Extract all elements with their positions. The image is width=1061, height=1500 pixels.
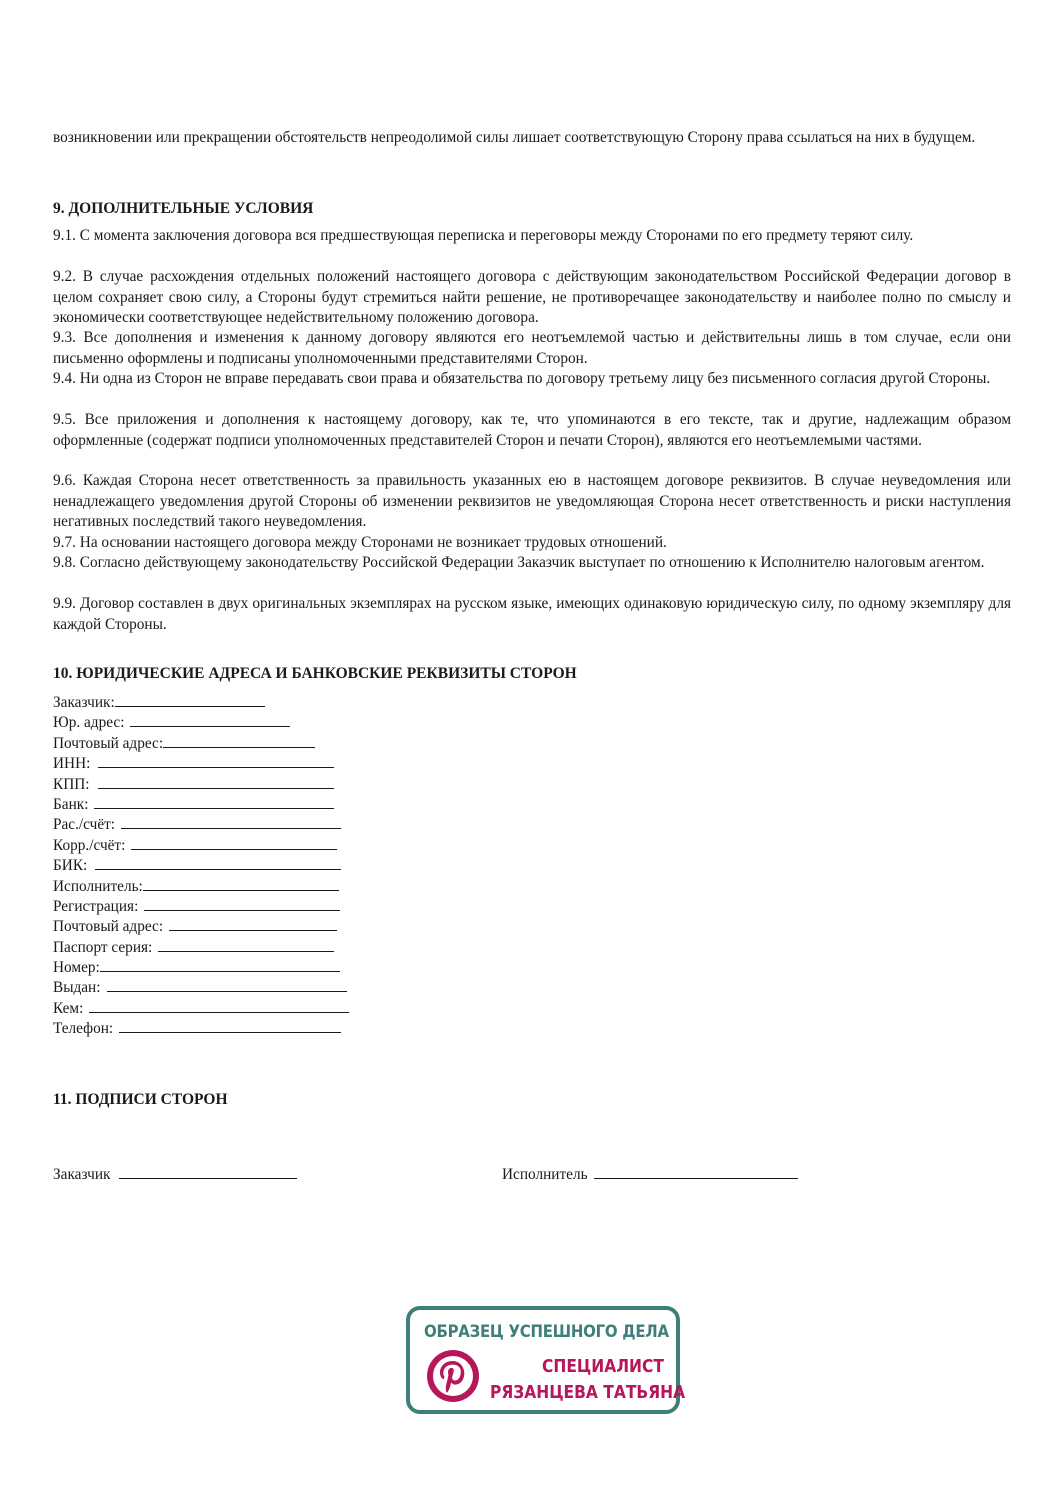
number-blank[interactable] (100, 957, 340, 972)
clause-9-8: 9.8. Согласно действующему законодательству Российской Федерации Заказчик выступает по отношению к Исполнителю налоговым агентом. (53, 554, 985, 571)
customer-signature-label: Заказчик (53, 1166, 111, 1183)
phone-field (53, 1018, 393, 1038)
contractor-signature-line[interactable] (594, 1164, 798, 1179)
customer-label: Заказчик: (53, 694, 115, 711)
number-label: Номер: (53, 959, 100, 977)
bank-blank[interactable] (94, 794, 334, 809)
bik-blank[interactable] (95, 855, 341, 870)
corr-account-label: Корр./счёт: (53, 836, 126, 854)
inn-label: ИНН: (53, 755, 91, 773)
issued-by-blank[interactable] (89, 998, 349, 1013)
registration-blank[interactable] (144, 896, 340, 911)
kpp-field (53, 774, 393, 794)
kpp-label: КПП: (53, 775, 90, 793)
postal-address-blank[interactable] (163, 733, 315, 748)
clause-9-3: 9.3. Все дополнения и изменения к данному договору являются его неотъемлемой частью и действительны лишь в том случае, если они письменно оформлены и подписаны уполномоченными представителями Сторон. (53, 329, 1011, 367)
stamp-line-1: ОБРАЗЕЦ УСПЕШНОГО ДЕЛА (424, 1322, 669, 1342)
inn-field (53, 753, 393, 773)
issued-field (53, 977, 393, 997)
customer-field (53, 692, 393, 712)
bik-label: БИК: (53, 857, 88, 875)
issued-blank[interactable] (107, 977, 347, 992)
registration-label: Регистрация: (53, 897, 139, 915)
account-label: Рас./счёт: (53, 816, 116, 834)
issued-by-field (53, 998, 393, 1018)
clause-9-5: 9.5. Все приложения и дополнения к настоящему договору, как те, что упоминаются в его тексте, так и другие, надлежащим образом оформленные (содержат подписи уполномоченных представителей Сторон и печати Сторон), являются его неотъемлемыми частями. (53, 411, 1011, 449)
clause-9-1: 9.1. С момента заключения договора вся предшествующая переписка и переговоры между Сторонами по его предмету теряют силу. (53, 227, 914, 244)
section-9-title: 9. ДОПОЛНИТЕЛЬНЫЕ УСЛОВИЯ (53, 200, 314, 217)
contractor-blank[interactable] (143, 876, 339, 891)
contractor-signature (502, 1164, 798, 1185)
stamp-line-3: РЯЗАНЦЕВА ТАТЬЯНА (490, 1382, 686, 1403)
passport-series-blank[interactable] (158, 937, 334, 952)
corr-account-field (53, 835, 393, 855)
pinterest-icon (425, 1348, 481, 1404)
continuation-paragraph: возникновении или прекращении обстоятельств непреодолимой силы лишает соответствующую Сторону права ссылаться на них в будущем. (53, 129, 976, 146)
customer-signature (53, 1164, 297, 1185)
postal-address-field (53, 733, 393, 753)
legal-address-field (53, 712, 393, 732)
clause-9-6: 9.6. Каждая Сторона несет ответственность за правильность указанных ею в настоящем договоре реквизитов. В случае неуведомления или ненадлежащего уведомления другой Стороны об изменении реквизитов не уведомляющая Сторона несет ответственность и риски наступления негативных последствий такого неуведомления. (53, 472, 1011, 530)
passport-series-field (53, 937, 393, 957)
registration-field (53, 896, 393, 916)
bank-field (53, 794, 393, 814)
clause-9-2: 9.2. В случае расхождения отдельных положений настоящего договора с действующим законодательством Российской Федерации договор в целом сохраняет свою силу, а Стороны будут стремиться найти решение, не противоречащее законодательству и наиболее полно по смыслу и экономически соответствующее недействительному положению договора. (53, 268, 1011, 326)
clause-9-4: 9.4. Ни одна из Сторон не вправе передавать свои права и обязательства по договору третьему лицу без письменного согласия другой Стороны. (53, 370, 991, 387)
kpp-blank[interactable] (98, 774, 334, 789)
watermark-stamp (406, 1306, 686, 1414)
section-11-title: 11. ПОДПИСИ СТОРОН (53, 1091, 228, 1108)
section-10-title: 10. ЮРИДИЧЕСКИЕ АДРЕСА И БАНКОВСКИЕ РЕКВИЗИТЫ СТОРОН (53, 665, 577, 682)
contractor-label: Исполнитель: (53, 877, 143, 895)
phone-blank[interactable] (119, 1018, 341, 1033)
number-field (53, 957, 393, 977)
postal-address-2-field (53, 916, 393, 936)
stamp-line-2: СПЕЦИАЛИСТ (542, 1356, 664, 1377)
contractor-field (53, 876, 393, 896)
account-blank[interactable] (121, 814, 341, 829)
contractor-signature-label: Исполнитель (502, 1166, 588, 1183)
account-field (53, 814, 393, 834)
customer-blank[interactable] (115, 692, 265, 707)
issued-label: Выдан: (53, 979, 101, 997)
postal-address-2-blank[interactable] (169, 916, 337, 931)
passport-series-label: Паспорт серия: (53, 938, 153, 956)
postal-address-2-label: Почтовый адрес: (53, 918, 164, 936)
legal-address-label: Юр. адрес: (53, 714, 125, 732)
inn-blank[interactable] (98, 753, 334, 768)
corr-account-blank[interactable] (131, 835, 337, 850)
bank-label: Банк: (53, 795, 89, 813)
customer-signature-line[interactable] (119, 1164, 297, 1179)
postal-address-label: Почтовый адрес: (53, 734, 164, 752)
bik-field (53, 855, 393, 875)
phone-label: Телефон: (53, 1020, 114, 1038)
legal-address-blank[interactable] (130, 712, 290, 727)
issued-by-label: Кем: (53, 999, 84, 1017)
clause-9-9: 9.9. Договор составлен в двух оригинальных экземплярах на русском языке, имеющих одинаковую юридическую силу, по одному экземпляру для каждой Стороны. (53, 595, 1011, 633)
requisites-form (53, 692, 393, 1039)
clause-9-7: 9.7. На основании настоящего договора между Сторонами не возникает трудовых отношений. (53, 534, 667, 551)
